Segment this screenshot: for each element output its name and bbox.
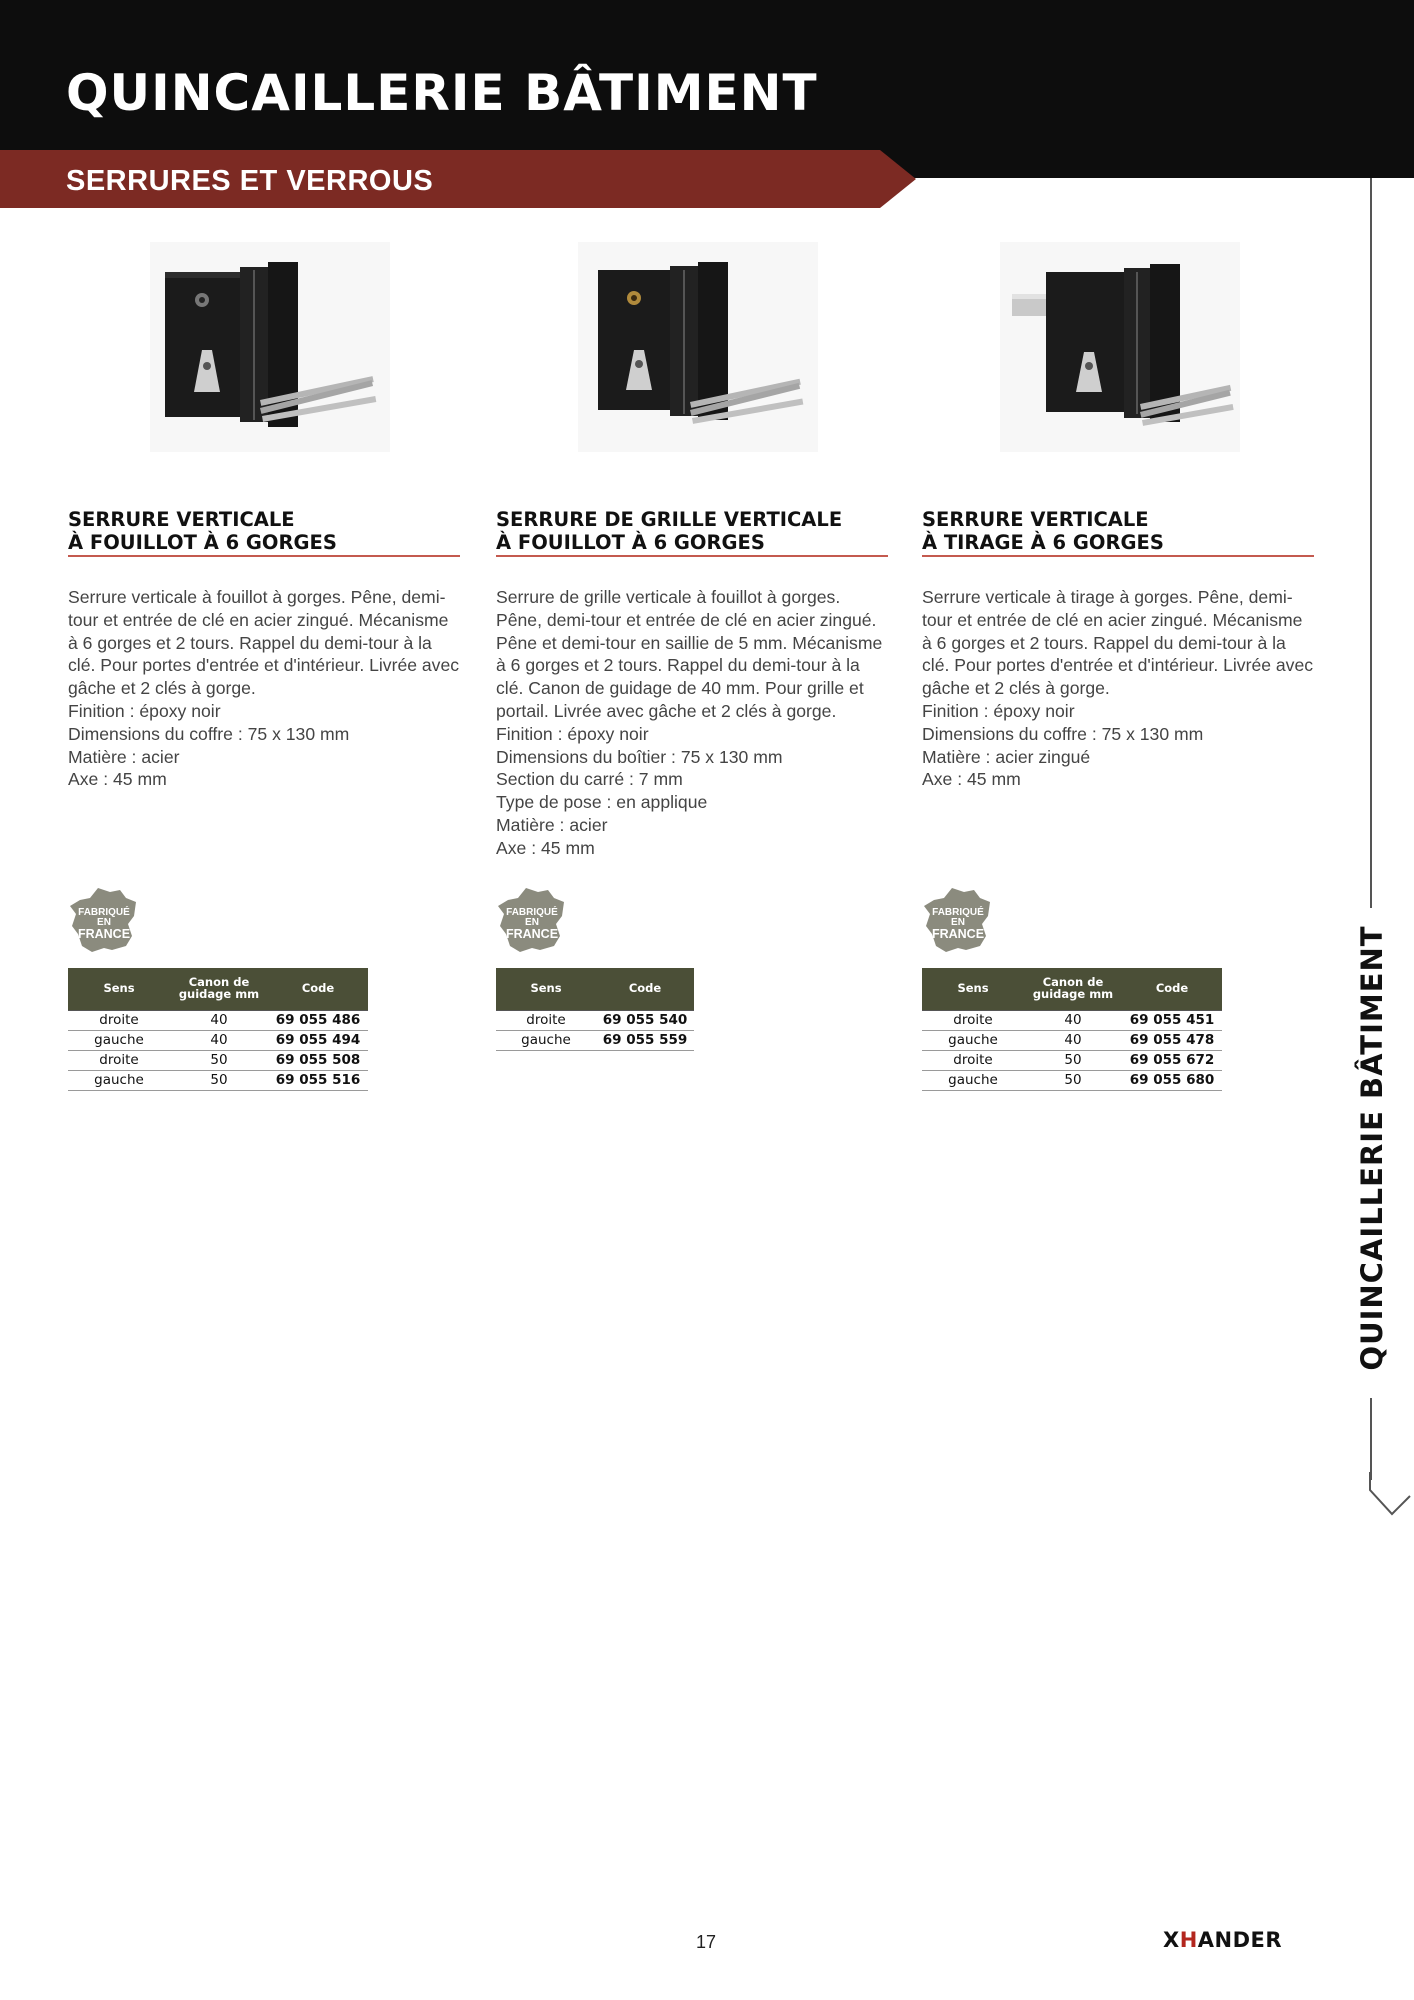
reference-table-2 [496, 968, 694, 1051]
side-tab-line [1370, 1398, 1372, 1480]
reference-table-1 [68, 968, 368, 1091]
spec-line: Finition : époxy noir [922, 700, 1075, 721]
table-header-row [496, 968, 694, 1010]
made-in-france-badge [68, 886, 140, 954]
product-title-line: SERRURE VERTICALE [922, 508, 1149, 531]
table-cell: 50 [170, 1070, 268, 1090]
product-image-3 [1000, 242, 1240, 452]
spec-line: Axe : 45 mm [68, 769, 167, 790]
table-cell: 50 [1024, 1070, 1122, 1090]
spec-line: Dimensions du boîtier : 75 x 130 mm [496, 746, 783, 767]
brand-text: ANDER [1197, 1928, 1283, 1952]
product-title-line: SERRURE VERTICALE [68, 508, 295, 531]
spec-line: Matière : acier zingué [922, 746, 1091, 767]
badge-text: FRANCE [931, 927, 985, 941]
description-text: Serrure verticale à tirage à gorges. Pêne, demi-tour et entrée de clé en acier zingué. Mécanisme à 6 gorges et 2 tours. Rappel du demi-tour à la clé. Pour portes d'entrée et d'intérieur. Livrée avec gâche et 2 clés à gorge. [922, 587, 1314, 699]
title-divider [496, 555, 888, 557]
table-row [922, 1050, 1222, 1070]
table-header-row [922, 968, 1222, 1010]
title-divider [68, 555, 460, 557]
table-cell: gauche [68, 1070, 170, 1090]
page-title: QUINCAILLERIE BÂTIMENT [66, 64, 818, 122]
badge-text: FABRIQUÉ [78, 907, 130, 918]
made-in-france-badge [922, 886, 994, 954]
table-cell: 40 [1024, 1010, 1122, 1030]
table-row [922, 1030, 1222, 1050]
spec-line: Axe : 45 mm [922, 769, 1021, 790]
badge-text: FABRIQUÉ [932, 907, 984, 918]
product-code: 69 055 559 [596, 1030, 694, 1050]
table-header: Sens [496, 968, 596, 1010]
product-code: 69 055 680 [1122, 1070, 1222, 1090]
page-number: 17 [695, 1932, 717, 1952]
spec-line: Finition : époxy noir [68, 700, 221, 721]
spec-line: Type de pose : en applique [496, 792, 708, 813]
table-header: Canon de guidage mm [170, 968, 268, 1010]
side-tab-label: QUINCAILLERIE BÂTIMENT [1355, 925, 1389, 1371]
table-header: Code [268, 968, 368, 1010]
product-code: 69 055 494 [268, 1030, 368, 1050]
table-header: Canon de guidage mm [1024, 968, 1122, 1010]
spec-line: Dimensions du coffre : 75 x 130 mm [68, 723, 350, 744]
table-cell: 50 [170, 1050, 268, 1070]
table-row [922, 1010, 1222, 1030]
table-cell: droite [922, 1050, 1024, 1070]
made-in-france-badge [496, 886, 568, 954]
vertical-pull-lock-icon [1000, 242, 1240, 452]
table-row [68, 1010, 368, 1030]
description-text: Serrure de grille verticale à fouillot à gorges. Pêne, demi-tour et entrée de clé en acier zingué. Pêne et demi-tour en saillie de 5 mm. Mécanisme à 6 gorges et 2 tours. Rappel du demi-tour à la clé. Canon de guidage de 40 mm. Pour grille et portail. Livrée avec gâche et 2 clés à gorge. [496, 587, 883, 721]
side-tab-line [1370, 178, 1372, 908]
product-code: 69 055 672 [1122, 1050, 1222, 1070]
product-code: 69 055 478 [1122, 1030, 1222, 1050]
table-header: Sens [68, 968, 170, 1010]
reference-table-3 [922, 968, 1222, 1091]
table-header: Code [596, 968, 694, 1010]
product-title-line: À FOUILLOT À 6 GORGES [68, 531, 337, 554]
table-row [496, 1010, 694, 1030]
table-cell: droite [922, 1010, 1024, 1030]
product-image-1 [150, 242, 390, 452]
product-title-line: À TIRAGE À 6 GORGES [922, 531, 1164, 554]
badge-text: FRANCE [505, 927, 559, 941]
product-code: 69 055 516 [268, 1070, 368, 1090]
product-code: 69 055 451 [1122, 1010, 1222, 1030]
section-title: SERRURES ET VERROUS [66, 165, 434, 197]
table-row [496, 1030, 694, 1050]
table-row [68, 1030, 368, 1050]
badge-text: FABRIQUÉ [506, 907, 558, 918]
table-header: Sens [922, 968, 1024, 1010]
brand-text: X [1163, 1928, 1180, 1952]
vertical-gate-lock-icon [578, 242, 818, 452]
spec-line: Finition : époxy noir [496, 723, 649, 744]
spec-line: Section du carré : 7 mm [496, 769, 683, 790]
table-cell: droite [68, 1050, 170, 1070]
table-row [68, 1050, 368, 1070]
product-title-line: SERRURE DE GRILLE VERTICALE [496, 508, 843, 531]
table-cell: 50 [1024, 1050, 1122, 1070]
table-row [68, 1070, 368, 1090]
brand-logo [1163, 1928, 1282, 1952]
brand-text-accent: H [1179, 1928, 1198, 1952]
table-cell: gauche [922, 1070, 1024, 1090]
table-cell: 40 [170, 1030, 268, 1050]
table-cell: gauche [496, 1030, 596, 1050]
table-cell: 40 [1024, 1030, 1122, 1050]
product-image-2 [578, 242, 818, 452]
product-code: 69 055 540 [596, 1010, 694, 1030]
table-cell: droite [496, 1010, 596, 1030]
spec-line: Axe : 45 mm [496, 837, 595, 858]
badge-text: FRANCE [77, 927, 131, 941]
product-code: 69 055 508 [268, 1050, 368, 1070]
product-description-3 [922, 586, 1317, 791]
vertical-lock-knob-icon [150, 242, 390, 452]
badge-text: EN [525, 917, 539, 928]
product-title-3 [922, 508, 1314, 554]
title-divider [922, 555, 1314, 557]
description-text: Serrure verticale à fouillot à gorges. Pêne, demi-tour et entrée de clé en acier zingué. Mécanisme à 6 gorges et 2 tours. Rappel du demi-tour à la clé. Pour portes d'entrée et d'intérieur. Livrée avec gâche et 2 clés à gorge. [68, 587, 460, 699]
product-title-2 [496, 508, 888, 554]
spec-line: Matière : acier [68, 746, 180, 767]
table-cell: 40 [170, 1010, 268, 1030]
table-cell: droite [68, 1010, 170, 1030]
table-row [922, 1070, 1222, 1090]
product-description-2 [496, 586, 891, 860]
table-cell: gauche [922, 1030, 1024, 1050]
badge-text: EN [951, 917, 965, 928]
spec-line: Dimensions du coffre : 75 x 130 mm [922, 723, 1204, 744]
product-code: 69 055 486 [268, 1010, 368, 1030]
chevron-down-icon [1368, 1470, 1412, 1518]
badge-text: EN [97, 917, 111, 928]
product-description-1 [68, 586, 463, 791]
product-title-1 [68, 508, 460, 554]
spec-line: Matière : acier [496, 814, 608, 835]
table-cell: gauche [68, 1030, 170, 1050]
table-header-row [68, 968, 368, 1010]
table-header: Code [1122, 968, 1222, 1010]
product-title-line: À FOUILLOT À 6 GORGES [496, 531, 765, 554]
